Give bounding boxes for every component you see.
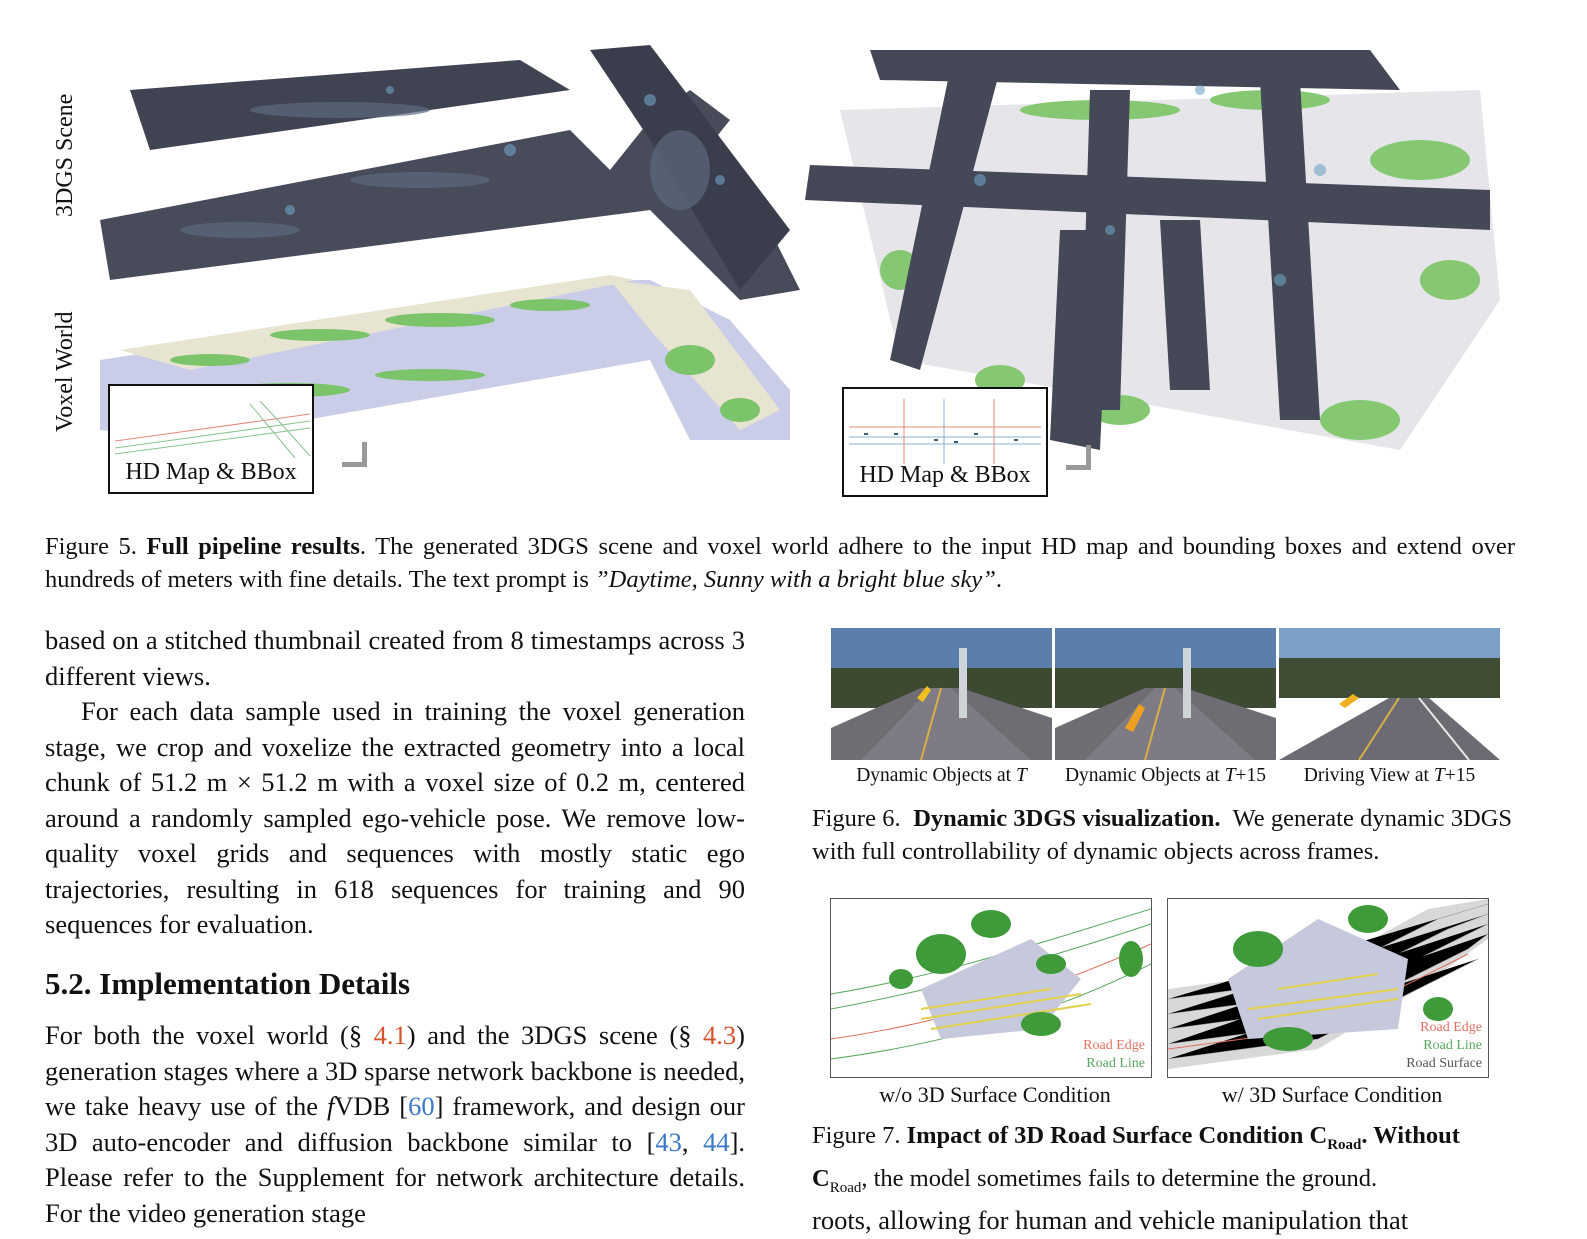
ref-section-4-3[interactable]: 4.3 [703,1020,737,1050]
math-chunk-size: 51.2 m × 51.2 m [150,767,338,797]
dynamic-objects-t-image [831,628,1052,760]
legend-road-line-2: Road Line [1423,1038,1482,1053]
label-driving-view-t15: Driving View at T+15 [1303,765,1476,786]
legend-right [1406,1019,1482,1073]
citation-43[interactable]: 43 [655,1126,682,1157]
figure-6-title: Dynamic 3DGS visualization. [913,805,1221,832]
ref-section-4-1[interactable]: 4.1 [373,1020,407,1050]
paragraph-voxelization: For each data sample used in training the voxel generation stage, we crop and voxelize the extracted geometry into a local chunk of 51.2 m × 51.2 m with a voxel size of 0.2 m, centered around a randomly sampled ego-vehicle pose. We remove low-quality voxel grids and sequences with mostly static ego trajectories, resulting in 618 sequences for training and 90 sequences for evaluation. [45,696,745,939]
right-column-trailing-line: roots, allowing for human and vehicle manipulation that [812,1205,1409,1235]
corner-arrow-right [1066,445,1091,470]
citation-44[interactable]: 44 [703,1126,730,1157]
hd-map-inset-left [108,384,314,494]
row-label-3dgs-scene: 3DGS Scene [52,93,78,217]
figure-7-text: , the model sometimes fails to determine the ground. [861,1164,1378,1192]
dynamic-objects-t15-image [1055,628,1276,760]
figure-5-text: . The generated 3DGS scene and voxel world adhere to the input HD map and bounding boxes and extend over hundreds of meters with fine details. The text prompt is [45,533,1516,593]
section-heading-implementation: 5.2. Implementation Details [45,966,411,1001]
legend-road-line: Road Line [1086,1056,1145,1071]
left-column-body [45,623,745,943]
hd-map-label-left: HD Map & BBox [125,459,297,485]
legend-road-edge: Road Edge [1083,1038,1145,1053]
label-dynamic-objects-t: Dynamic Objects at T [856,765,1027,786]
figure-7-label: Figure 7. [812,1122,901,1149]
figure-6-label: Figure 6. [812,805,901,832]
legend-road-surface: Road Surface [1406,1056,1482,1071]
citation-60[interactable]: 60 [408,1091,435,1121]
label-dynamic-objects-t15: Dynamic Objects at T+15 [1064,765,1267,786]
figure-6-text: We generate dynamic 3DGS with full controllability of dynamic objects across frames. [812,805,1513,865]
label-without-surface: w/o 3D Surface Condition [879,1082,1111,1107]
label-with-surface: w/ 3D Surface Condition [1221,1082,1443,1107]
hd-map-inset-right [842,387,1048,497]
hd-map-label-right: HD Map & BBox [859,462,1031,488]
panel-without-surface [830,898,1152,1078]
math-voxel-size: 0.2 m [575,767,640,797]
driving-view-t15-image [1279,628,1500,760]
figure-6-caption [812,802,1512,868]
figure-7-caption: Figure 7. Impact of 3D Road Surface Condition $C_{Road}$. Without $C_{Road}$, the model sometimes fails to determine the ground. [812,1122,1460,1196]
legend-left [1083,1037,1145,1073]
row-label-voxel-world: Voxel World [52,311,78,432]
figure-7-title: Impact of 3D Road Surface Condition $C_{Road}$. Without [906,1122,1460,1153]
corner-arrow-left [342,442,367,467]
figure-5-caption [45,530,1515,596]
figure-5-title: Full pipeline results [146,533,360,560]
legend-road-edge-2: Road Edge [1420,1020,1482,1035]
panel-with-surface [1167,898,1489,1078]
figure-5-end: . [995,566,1002,593]
figure-5-label: Figure 5. [45,533,137,560]
paragraph-dataset-thumbnail: based on a stitched thumbnail created from 8 timestamps across 3 different views. [45,625,745,691]
figure-5-prompt: ”Daytime, Sunny with a bright blue sky” [595,566,996,593]
paragraph-implementation: For both the voxel world (§ 4.1) and the 3DGS scene (§ 4.3) generation stages where a 3D sparse network backbone is needed, we take heavy use of the fVDB [60] framework, and design our 3D auto-encoder and diffusion backbone similar to [43, 44]. Please refer to the Supplement for network architecture details. For the video generation stage [45,1020,746,1228]
